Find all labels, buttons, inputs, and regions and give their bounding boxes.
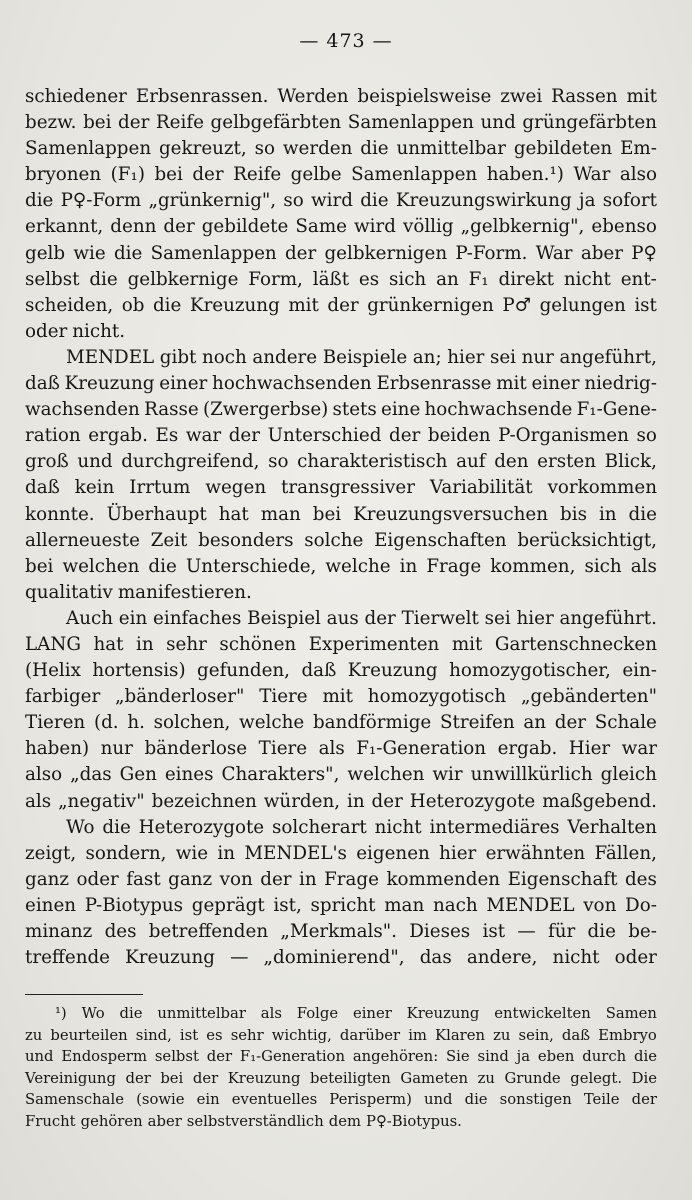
text-line: ration ergab. Es war der Unterschied der beiden P-Organismen so <box>25 425 657 447</box>
text-line: Samenlappen gekreuzt, so werden die unmittelbar gebildeten Em- <box>25 138 657 160</box>
text-line: erkannt, denn der gebildete Same wird völlig „gelbkernig", ebenso <box>25 216 657 238</box>
text-line: MENDEL gibt noch andere Beispiele an; hier sei nur angeführt, <box>66 346 657 368</box>
text-line: scheiden, ob die Kreuzung mit der grünkernigen P♂ gelungen ist <box>25 294 657 316</box>
text-line: farbiger „bänderloser" Tiere mit homozygotisch „gebänderten" <box>25 686 657 708</box>
footnote-block <box>25 1003 657 1133</box>
footnote-line: Vereinigung der bei der Kreuzung beteiligten Gameten zu Grunde gelegt. Die <box>25 1069 657 1087</box>
footnote-line: zu beurteilen sind, ist es sehr wichtig, darüber im Klaren zu sein, daß Embryo <box>25 1026 657 1044</box>
main-text-block <box>25 84 657 971</box>
text-line: Auch ein einfaches Beispiel aus der Tierwelt sei hier angeführt. <box>66 607 657 629</box>
text-line: bei welchen die Unterschiede, welche in Frage kommen, sich als <box>25 555 657 577</box>
text-line: also „das Gen eines Charakters", welchen wir unwillkürlich gleich <box>25 764 657 786</box>
text-line: bryonen (F₁) bei der Reife gelbe Samenlappen haben.¹) War also <box>25 164 657 186</box>
footnote-line: und Endosperm selbst der F₁-Generation angehören: Sie sind ja eben durch die <box>25 1048 657 1066</box>
text-line: Wo die Heterozygote solcherart nicht intermediäres Verhalten <box>66 816 657 838</box>
text-line: (Helix hortensis) gefunden, daß Kreuzung homozygotischer, ein- <box>25 660 657 682</box>
text-line: ganz oder fast ganz von der in Frage kommenden Eigenschaft des <box>25 868 657 890</box>
text-line: wachsenden Rasse (Zwergerbse) stets eine hochwachsende F₁-Gene- <box>25 399 657 421</box>
text-line: daß kein Irrtum wegen transgressiver Variabilität vorkommen <box>25 477 657 499</box>
text-line: treffende Kreuzung — „dominierend", das andere, nicht oder <box>25 947 657 969</box>
text-line: Tieren (d. h. solchen, welche bandförmige Streifen an der Schale <box>25 712 657 734</box>
text-line: selbst die gelbkernige Form, läßt es sich an F₁ direkt nicht ent- <box>25 268 657 290</box>
text-line: bezw. bei der Reife gelbgefärbten Samenlappen und grüngefärbten <box>25 112 657 134</box>
text-line: einen P-Biotypus geprägt ist, spricht man nach MENDEL von Do- <box>25 894 657 916</box>
footnote-line: ¹) Wo die unmittelbar als Folge einer Kreuzung entwickelten Samen <box>55 1005 657 1022</box>
footnote-separator <box>25 994 143 995</box>
text-line: die P♀-Form „grünkernig", so wird die Kreuzungswirkung ja sofort <box>25 190 657 212</box>
text-line: allerneueste Zeit besonders solche Eigenschaften berücksichtigt, <box>25 529 657 551</box>
text-line: gelb wie die Samenlappen der gelbkernigen P-Form. War aber P♀ <box>25 242 657 264</box>
text-line: als „negativ" bezeichnen würden, in der Heterozygote maßgebend. <box>25 790 657 812</box>
footnote-line: Samenschale (sowie ein eventuelles Perisperm) und die sonstigen Teile der <box>25 1091 657 1109</box>
text-line: LANG hat in sehr schönen Experimenten mit Gartenschnecken <box>25 633 657 655</box>
text-line: minanz des betreffenden „Merkmals". Dieses ist — für die be- <box>25 921 657 942</box>
footnote-line: Frucht gehören aber selbstverständlich dem P♀-Biotypus. <box>25 1112 462 1130</box>
text-line: haben) nur bänderlose Tiere als F₁-Generation ergab. Hier war <box>25 738 657 760</box>
text-line: qualitativ manifestieren. <box>25 581 252 603</box>
text-line: schiedener Erbsenrassen. Werden beispielsweise zwei Rassen mit <box>25 86 657 107</box>
text-line: daß Kreuzung einer hochwachsenden Erbsenrasse mit einer niedrig- <box>25 373 657 395</box>
text-line: konnte. Überhaupt hat man bei Kreuzungsversuchen bis in die <box>25 503 657 525</box>
text-line: groß und durchgreifend, so charakteristisch auf den ersten Blick, <box>25 451 657 473</box>
text-line: oder nicht. <box>25 320 126 342</box>
page-number: — 473 — <box>299 30 393 52</box>
text-line: zeigt, sondern, wie in MENDEL's eigenen hier erwähnten Fällen, <box>25 842 657 864</box>
